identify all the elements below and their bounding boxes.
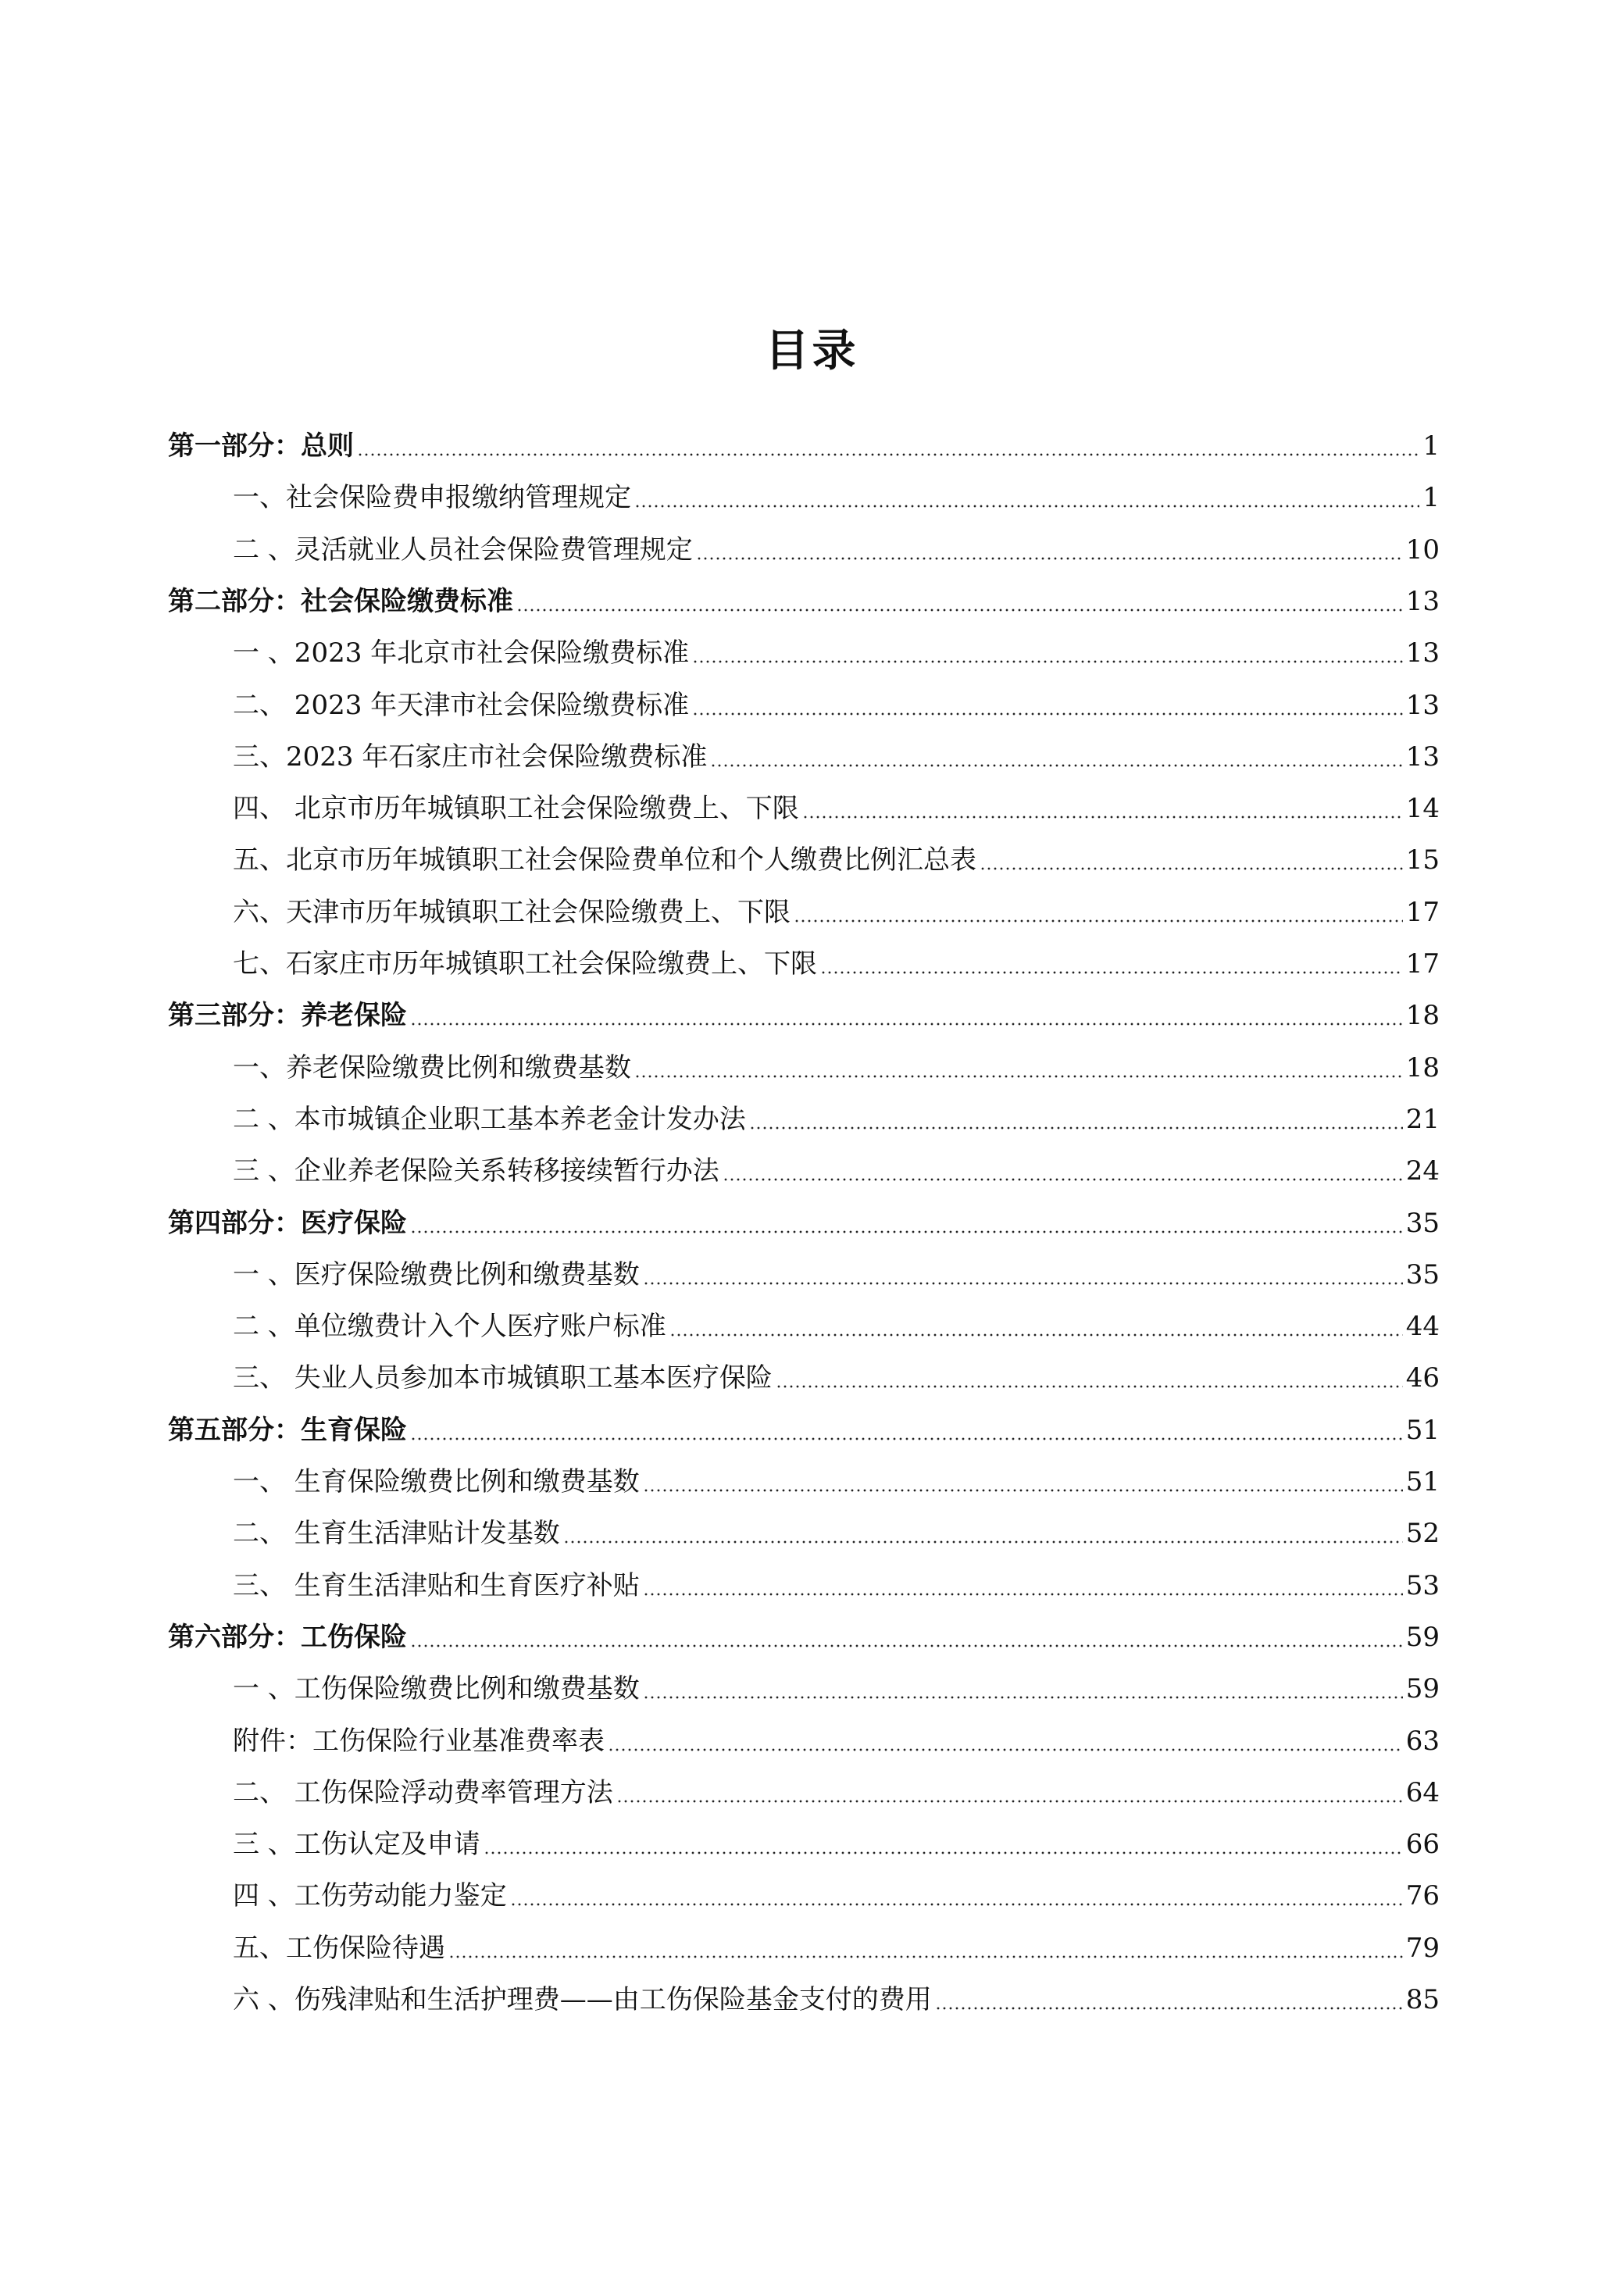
toc-sub-entry[interactable] [233,1663,1440,1715]
toc-dot-leader [794,919,1403,923]
toc-page-number: 18 [1405,1000,1440,1032]
toc-sub-entry[interactable] [233,887,1440,938]
toc-sub-entry[interactable] [233,1922,1440,1974]
toc-dot-leader [516,609,1403,612]
toc-page-number: 35 [1405,1207,1440,1239]
toc-entry-label: 二、 工伤保险浮动费率管理方法 [233,1776,613,1808]
toc-sub-entry[interactable] [233,472,1440,523]
toc-dot-leader [692,660,1403,663]
toc-dot-leader [723,1178,1403,1181]
toc-dot-leader [749,1126,1403,1130]
toc-sub-entry[interactable] [233,1145,1440,1197]
toc-page-number: 79 [1405,1932,1440,1964]
toc-entry-label: 第一部分：总则 [168,430,354,462]
toc-page-number: 10 [1405,534,1440,566]
toc-sub-entry[interactable] [233,1508,1440,1559]
toc-page-number: 66 [1405,1829,1440,1861]
toc-dot-leader [616,1800,1403,1803]
toc-page-number: 51 [1405,1466,1440,1497]
toc-part-entry[interactable] [168,1197,1440,1249]
toc-sub-entry[interactable] [233,1715,1440,1767]
toc-entry-label: 三 、工伤认定及申请 [233,1829,480,1861]
toc-entry-label: 第三部分：养老保险 [168,1000,407,1032]
toc-page-number: 76 [1405,1880,1440,1912]
toc-dot-leader [357,453,1419,456]
toc-entry-label: 二 、本市城镇企业职工基本养老金计发办法 [233,1103,746,1135]
toc-entry-label: 三 、企业养老保险关系转移接续暂行办法 [233,1155,719,1187]
toc-page-number: 44 [1405,1311,1440,1343]
toc-page-number: 64 [1405,1776,1440,1808]
toc-page-number: 17 [1405,948,1440,980]
toc-dot-leader [643,1696,1403,1699]
toc-page-number: 18 [1405,1051,1440,1083]
toc-entry-label: 第四部分：医疗保险 [168,1207,407,1239]
toc-sub-entry[interactable] [233,1352,1440,1404]
toc-entry-label: 第二部分：社会保险缴费标准 [168,585,513,617]
toc-entry-label: 附件：工伤保险行业基准费率表 [233,1725,605,1757]
toc-part-entry[interactable] [168,420,1440,472]
toc-sub-entry[interactable] [233,938,1440,990]
toc-dot-leader [410,1023,1403,1026]
toc-page-number: 59 [1405,1621,1440,1653]
toc-page-number: 14 [1405,793,1440,825]
toc-page-number: 35 [1405,1258,1440,1290]
toc-entry-label: 六 、伤残津贴和生活护理费——由工伤保险基金支付的费用 [233,1984,932,2015]
toc-sub-entry[interactable] [233,834,1440,886]
toc-entry-label: 五、北京市历年城镇职工社会保险费单位和个人缴费比例汇总表 [233,844,976,876]
toc-dot-leader [563,1540,1403,1544]
toc-sub-entry[interactable] [233,1818,1440,1870]
toc-sub-entry[interactable] [233,627,1440,679]
toc-dot-leader [634,505,1419,508]
toc-page-number: 85 [1405,1984,1440,2015]
toc-entry-label: 五、工伤保险待遇 [233,1932,445,1964]
toc-page-number: 1 [1422,482,1440,514]
toc-part-entry[interactable] [168,576,1440,627]
toc-dot-leader [669,1333,1403,1337]
toc-page-number: 63 [1405,1725,1440,1757]
toc-entry-label: 二 、单位缴费计入个人医疗账户标准 [233,1311,666,1343]
toc-sub-entry[interactable] [233,1042,1440,1094]
toc-sub-entry[interactable] [233,524,1440,576]
toc-sub-entry[interactable] [233,1870,1440,1922]
toc-page-number: 46 [1405,1362,1440,1394]
toc-entry-label: 二、 生育生活津贴计发基数 [233,1518,560,1550]
toc-dot-leader [643,1593,1403,1596]
toc-entry-label: 四、 北京市历年城镇职工社会保险缴费上、下限 [233,793,799,825]
toc-sub-entry[interactable] [233,1094,1440,1145]
toc-sub-entry[interactable] [233,731,1440,783]
toc-page-number: 15 [1405,844,1440,876]
toc-page-number: 52 [1405,1518,1440,1550]
toc-page-number: 17 [1405,896,1440,928]
toc-dot-leader [410,1644,1403,1647]
toc-sub-entry[interactable] [233,1974,1440,2026]
toc-sub-entry[interactable] [233,1301,1440,1352]
toc-sub-entry[interactable] [233,1560,1440,1611]
toc-dot-leader [608,1748,1403,1751]
toc-part-entry[interactable] [168,990,1440,1041]
toc-dot-leader [484,1851,1403,1854]
toc-dot-leader [448,1955,1403,1958]
toc-dot-leader [692,712,1403,716]
toc-dot-leader [776,1385,1403,1388]
toc-entry-label: 四 、工伤劳动能力鉴定 [233,1880,507,1912]
toc-page-number: 53 [1405,1569,1440,1601]
toc-dot-leader [980,867,1403,870]
toc-entry-label: 三、 失业人员参加本市城镇职工基本医疗保险 [233,1362,773,1394]
toc-sub-entry[interactable] [233,1767,1440,1818]
toc-page-number: 51 [1405,1414,1440,1446]
toc-dot-leader [696,557,1403,560]
toc-page-number: 13 [1405,585,1440,617]
toc-page-number: 13 [1405,637,1440,669]
toc-entry-label: 第五部分：生育保险 [168,1414,407,1446]
page-title: 目录 [765,326,859,377]
toc-entry-label: 二 、灵活就业人员社会保险费管理规定 [233,534,693,566]
toc-dot-leader [935,2007,1403,2010]
toc-sub-entry[interactable] [233,1456,1440,1508]
toc-dot-leader [410,1437,1403,1440]
toc-sub-entry[interactable] [233,783,1440,834]
toc-entry-label: 七、石家庄市历年城镇职工社会保险缴费上、下限 [233,948,817,980]
toc-entry-label: 二、 2023 年天津市社会保险缴费标准 [233,689,690,721]
toc-sub-entry[interactable] [233,1249,1440,1301]
toc-entry-label: 三、 生育生活津贴和生育医疗补贴 [233,1569,640,1601]
toc-entry-label: 一、社会保险费申报缴纳管理规定 [233,482,631,514]
toc-sub-entry[interactable] [233,680,1440,731]
toc-dot-leader [643,1489,1403,1492]
toc-entry-label: 一、 生育保险缴费比例和缴费基数 [233,1466,640,1497]
toc-dot-leader [710,764,1402,767]
toc-entry-label: 第六部分：工伤保险 [168,1621,407,1653]
toc-entry-label: 一 、医疗保险缴费比例和缴费基数 [233,1258,640,1290]
toc-dot-leader [510,1903,1403,1906]
toc-entry-label: 六、天津市历年城镇职工社会保险缴费上、下限 [233,896,791,928]
toc-dot-leader [410,1230,1403,1233]
toc-dot-leader [820,971,1403,974]
toc-page-number: 1 [1422,430,1440,462]
toc-entry-label: 一 、2023 年北京市社会保险缴费标准 [233,637,690,669]
toc-entry-label: 一、养老保险缴费比例和缴费基数 [233,1051,631,1083]
toc-dot-leader [643,1282,1403,1285]
toc-part-entry[interactable] [168,1611,1440,1663]
toc-part-entry[interactable] [168,1404,1440,1456]
toc-page-number: 13 [1405,741,1440,773]
toc-entry-label: 三、2023 年石家庄市社会保险缴费标准 [233,741,708,773]
toc-dot-leader [634,1075,1403,1078]
toc-dot-leader [802,816,1403,819]
toc-page-number: 59 [1405,1673,1440,1705]
toc-entry-label: 一 、工伤保险缴费比例和缴费基数 [233,1673,640,1705]
toc-page-number: 13 [1405,689,1440,721]
toc-page-number: 24 [1405,1155,1440,1187]
toc-page-number: 21 [1405,1103,1440,1135]
